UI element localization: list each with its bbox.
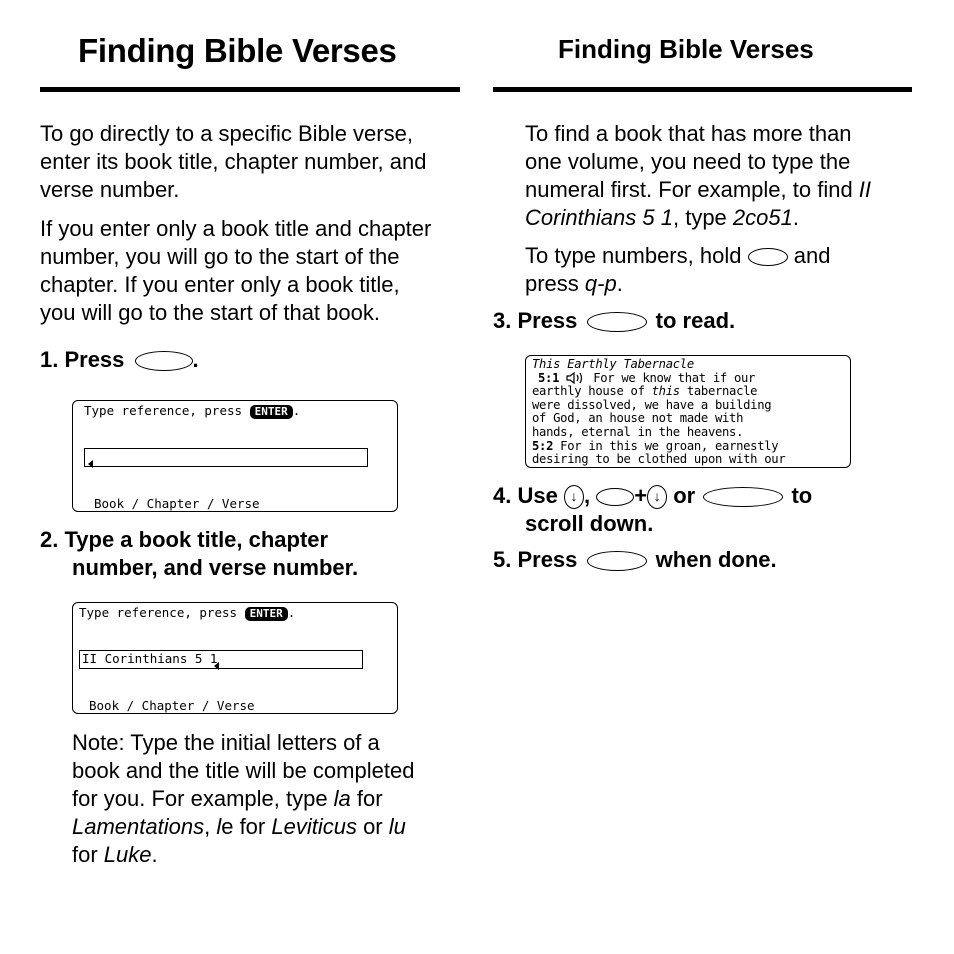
screen-1-footer: Book / Chapter / Verse xyxy=(94,496,260,511)
verse-line: were dissolved, we have a building xyxy=(532,397,772,412)
para-text: press xyxy=(525,271,585,296)
note-text: for xyxy=(350,786,383,811)
note-text: , xyxy=(204,814,217,839)
verse-ref: 5:2 xyxy=(532,438,554,453)
lcd-screen-2 xyxy=(72,602,398,714)
note-text: for xyxy=(72,842,104,867)
note-italic: la xyxy=(333,786,351,811)
verse-line: hands, eternal in the heavens. xyxy=(532,425,744,439)
down-arrow-glyph: ↓ xyxy=(653,488,661,505)
step-4-line xyxy=(493,482,913,510)
shift-key-icon xyxy=(596,488,634,506)
enter-key-icon: ENTER xyxy=(250,405,293,419)
para-line xyxy=(525,176,925,204)
down-arrow-key-icon xyxy=(564,485,584,509)
verse-ref: 5:1 xyxy=(538,370,560,385)
shift-key-icon xyxy=(748,248,788,266)
para-text: To type numbers, hold xyxy=(525,243,742,268)
verse-text: earthly house of xyxy=(532,384,652,399)
note-paragraph xyxy=(72,729,472,869)
para-italic: Corinthians 5 1 xyxy=(525,205,673,230)
para-line: To find a book that has more than xyxy=(525,121,852,146)
volume-paragraph xyxy=(525,120,925,232)
note-text: for you. For example, type xyxy=(72,786,334,811)
para-text: numeral first. For example, to find xyxy=(525,177,859,202)
note-italic: Leviticus xyxy=(271,814,357,839)
reference-input[interactable] xyxy=(79,650,363,669)
step-4-text: or xyxy=(673,483,696,508)
lcd-screen-1 xyxy=(72,400,398,512)
page-title-left: Finding Bible Verses xyxy=(78,32,397,69)
section-heading: This Earthly Tabernacle xyxy=(532,357,694,371)
verse-line xyxy=(532,372,755,386)
para-line: one volume, you need to type the xyxy=(525,149,851,174)
note-italic: lu xyxy=(388,814,406,839)
prompt-text: Type reference, press xyxy=(79,605,238,620)
prompt-end: . xyxy=(292,403,301,418)
page-title-right: Finding Bible Verses xyxy=(558,34,814,64)
search-key-icon xyxy=(135,351,193,371)
para-line: If you enter only a book title and chapter xyxy=(40,216,432,241)
para-line: chapter. If you enter only a book title, xyxy=(40,272,400,297)
verse-italic: this xyxy=(651,384,680,399)
step-4-text: , xyxy=(583,483,591,508)
para-italic: q-p xyxy=(584,271,617,296)
step-4-label: 4. Use xyxy=(493,483,558,508)
down-arrow-glyph: ↓ xyxy=(570,488,578,505)
para-line xyxy=(525,242,925,270)
para-text: and xyxy=(793,243,831,268)
para-line: number, you will go to the start of the xyxy=(40,244,400,269)
intro-line: enter its book title, chapter number, and xyxy=(40,149,427,174)
verse-text: tabernacle xyxy=(679,384,758,399)
step-2-line: 2. Type a book title, chapter xyxy=(40,527,329,552)
reference-value: II Corinthians 5 1 xyxy=(82,651,218,666)
space-key-icon xyxy=(703,487,783,507)
step-4 xyxy=(493,482,913,538)
note-line: Note: Type the initial letters of a xyxy=(72,730,380,755)
intro-paragraph xyxy=(40,120,470,204)
verse-line xyxy=(532,440,778,454)
clear-key-icon xyxy=(587,551,647,571)
intro-line: To go directly to a specific Bible verse, xyxy=(40,121,413,146)
step-4-line: scroll down. xyxy=(525,511,654,536)
screen-1-prompt xyxy=(84,403,300,419)
verse-line: of God, an house not made with xyxy=(532,411,744,426)
para-text: , type xyxy=(672,205,733,230)
note-line xyxy=(72,785,472,813)
prompt-end: . xyxy=(287,605,296,620)
para-line xyxy=(525,270,925,298)
note-text: . xyxy=(151,842,158,867)
step-3-text: to read. xyxy=(655,308,736,333)
step-1-end: . xyxy=(192,347,199,372)
screen-2-footer: Book / Chapter / Verse xyxy=(89,698,255,713)
para-line: you will go to the start of that book. xyxy=(40,300,380,325)
verse-line xyxy=(532,385,757,399)
para-text: . xyxy=(792,205,799,230)
step-1 xyxy=(40,346,199,374)
enter-key-icon: ENTER xyxy=(245,607,288,621)
step-2 xyxy=(40,526,358,582)
verse-line: desiring to be clothed upon with our xyxy=(532,452,786,467)
lcd-bible-screen xyxy=(525,355,851,468)
step-5-label: 5. Press xyxy=(493,547,578,572)
screen-2-prompt xyxy=(79,605,295,621)
intro-line: verse number. xyxy=(40,177,180,202)
para-line xyxy=(525,204,925,232)
step-3 xyxy=(493,307,735,335)
para-italic: 2co51 xyxy=(732,205,793,230)
down-arrow-key-icon xyxy=(647,485,667,509)
step-4-text: to xyxy=(791,483,813,508)
para-text: . xyxy=(616,271,623,296)
text-cursor xyxy=(88,453,93,472)
title-rule-left xyxy=(40,87,460,92)
step-5 xyxy=(493,546,777,574)
note-italic: l xyxy=(216,814,222,839)
book-chapter-paragraph xyxy=(40,215,470,327)
title-rule-right xyxy=(493,87,912,92)
note-line: book and the title will be completed xyxy=(72,758,415,783)
speaker-icon xyxy=(566,371,593,385)
enter-key-icon xyxy=(587,312,647,332)
verse-text: For in this we groan, earnestly xyxy=(560,438,779,453)
step-4-text: + xyxy=(634,483,648,508)
numbers-paragraph xyxy=(525,242,925,298)
text-cursor xyxy=(214,655,219,674)
verse-text: For we know that if our xyxy=(593,370,756,385)
note-text: or xyxy=(356,814,389,839)
note-italic: Luke xyxy=(103,842,152,867)
step-1-label: 1. Press xyxy=(40,347,125,372)
step-2-line: number, and verse number. xyxy=(72,555,359,580)
step-3-label: 3. Press xyxy=(493,308,578,333)
reference-input[interactable] xyxy=(84,448,368,467)
note-italic: Lamentations xyxy=(72,814,205,839)
para-italic: II xyxy=(858,177,872,202)
note-text: e for xyxy=(221,814,272,839)
prompt-text: Type reference, press xyxy=(84,403,243,418)
note-line xyxy=(72,841,472,869)
note-line xyxy=(72,813,472,841)
step-5-text: when done. xyxy=(655,547,777,572)
